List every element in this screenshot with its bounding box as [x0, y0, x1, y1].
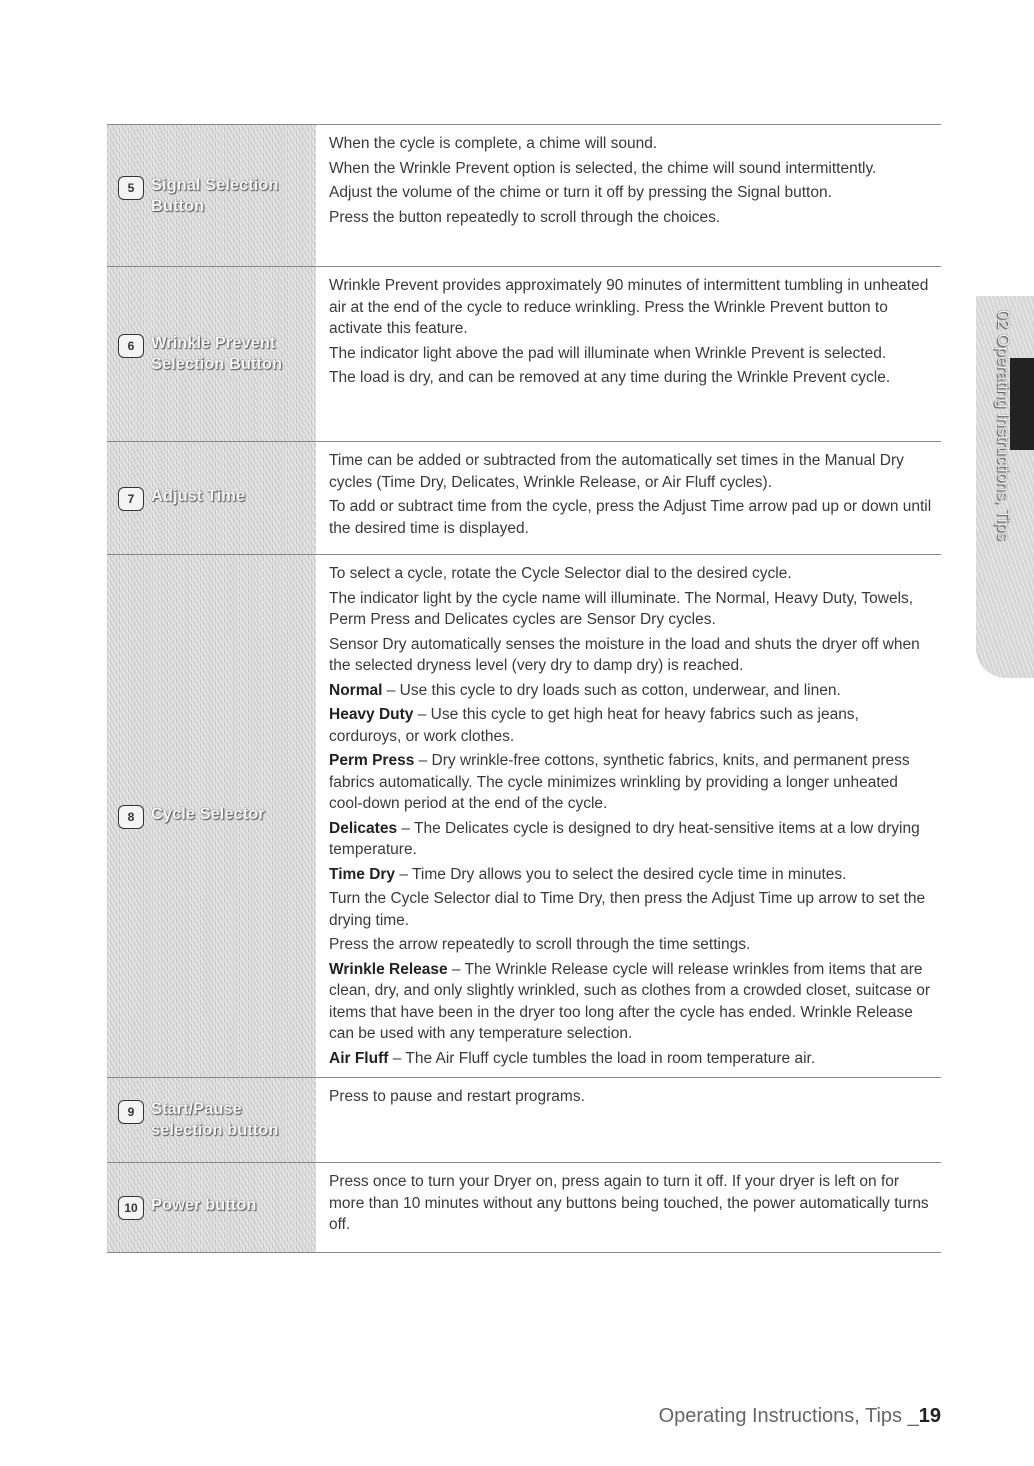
paragraph-text: To select a cycle, rotate the Cycle Selector dial to the desired cycle.: [329, 565, 792, 582]
paragraph-text: The indicator light by the cycle name will illuminate. The Normal, Heavy Duty, Towels, Perm Press and Delicates cycles are Sensor Dry cycles.: [329, 589, 914, 628]
feature-title: Start/Pause selection button: [151, 1100, 279, 1139]
paragraph-text: – The Wrinkle Release cycle will release wrinkles from items that are clean, dry, and only slightly wrinkled, such as clothes from a crowded closet, suitcase or items that have been in the dryer too long after the cycle has ended. Wrinkle Release can be used with any temperature selection.: [329, 960, 931, 1042]
cycle-name: Delicates: [329, 819, 398, 837]
paragraph-text: – The Air Fluff cycle tumbles the load in room temperature air.: [388, 1049, 816, 1067]
feature-description: [316, 267, 941, 441]
description-paragraph: [329, 704, 933, 747]
cycle-name: Normal: [329, 681, 383, 699]
feature-label-cell: [107, 1163, 316, 1252]
paragraph-text: Time can be added or subtracted from the automatically set times in the Manual Dry cycles (Time Dry, Delicates, Wrinkle Release, or Air Fluff cycles).: [329, 452, 904, 491]
description-paragraph: [329, 959, 933, 1045]
feature-label-cell: [107, 442, 316, 554]
feature-number-badge: 7: [118, 487, 144, 511]
feature-title: Wrinkle Prevent Selection Button: [151, 334, 283, 373]
feature-title: Signal Selection Button: [151, 175, 279, 215]
description-paragraph: [329, 275, 933, 340]
description-paragraph: [329, 1171, 933, 1236]
paragraph-text: – Use this cycle to dry loads such as cotton, underwear, and linen.: [382, 681, 841, 699]
description-paragraph: [329, 343, 933, 365]
cycle-name: Heavy Duty: [329, 706, 414, 723]
feature-label-cell: [107, 555, 316, 1077]
paragraph-text: – Time Dry allows you to select the desired cycle time in minutes.: [395, 865, 847, 883]
paragraph-text: Adjust the volume of the chime or turn it off by pressing the Signal button.: [329, 184, 832, 201]
feature-description: [316, 125, 941, 266]
table-row: [107, 1078, 941, 1163]
paragraph-text: Press the arrow repeatedly to scroll through the time settings.: [329, 936, 751, 953]
description-paragraph: [329, 133, 933, 155]
paragraph-text: To add or subtract time from the cycle, press the Adjust Time arrow pad up or down until the desired time is displayed.: [329, 498, 932, 537]
description-paragraph: [329, 158, 933, 180]
feature-description: [316, 1078, 941, 1162]
description-paragraph: [329, 182, 933, 204]
paragraph-text: When the Wrinkle Prevent option is selected, the chime will sound intermittently.: [329, 159, 877, 177]
paragraph-text: Press the button repeatedly to scroll through the choices.: [329, 208, 721, 226]
page-footer: [659, 1405, 941, 1428]
feature-description: [316, 555, 941, 1077]
table-row: [107, 125, 941, 267]
description-paragraph: [329, 1086, 933, 1108]
feature-label-cell: [107, 1078, 316, 1162]
description-paragraph: [329, 588, 933, 631]
cycle-name: Wrinkle Release: [329, 960, 448, 978]
description-paragraph: [329, 750, 933, 815]
feature-number-badge: 9: [118, 1100, 144, 1124]
cycle-name: Perm Press: [329, 752, 415, 769]
feature-number-badge: 5: [118, 176, 144, 200]
paragraph-text: Turn the Cycle Selector dial to Time Dry, then press the Adjust Time up arrow to set the drying time.: [329, 890, 926, 929]
description-paragraph: [329, 1048, 933, 1070]
paragraph-text: The indicator light above the pad will illuminate when Wrinkle Prevent is selected.: [329, 344, 887, 362]
feature-title: Power button: [151, 1196, 257, 1214]
description-paragraph: [329, 207, 933, 229]
paragraph-text: – The Delicates cycle is designed to dry heat-sensitive items at a low drying temperature.: [329, 819, 920, 858]
feature-title: Adjust Time: [151, 486, 246, 505]
paragraph-text: – Dry wrinkle-free cottons, synthetic fabrics, knits, and permanent press fabrics automatically. The cycle minimizes wrinkling by providing a longer unheated cool-down period at the end of the cycle.: [329, 752, 910, 812]
paragraph-text: The load is dry, and can be removed at any time during the Wrinkle Prevent cycle.: [329, 369, 891, 386]
footer-title: Operating Instructions, Tips _: [658, 1405, 919, 1427]
paragraph-text: Sensor Dry automatically senses the moisture in the load and shuts the dryer off when the selected dryness level (very dry to damp dry) is reached.: [329, 635, 920, 674]
description-paragraph: [329, 496, 933, 539]
description-paragraph: [329, 450, 933, 493]
controls-table: [107, 124, 941, 1253]
table-row: [107, 555, 941, 1078]
paragraph-text: When the cycle is complete, a chime will sound.: [329, 135, 658, 152]
description-paragraph: [329, 563, 933, 585]
feature-label-cell: [107, 125, 316, 266]
description-paragraph: [329, 818, 933, 861]
description-paragraph: [329, 888, 933, 931]
paragraph-text: Press once to turn your Dryer on, press again to turn it off. If your dryer is left on for more than 10 minutes without any buttons being touched, the power automatically turns off.: [329, 1173, 929, 1233]
description-paragraph: [329, 934, 933, 956]
table-row: [107, 267, 941, 442]
description-paragraph: [329, 864, 933, 886]
section-tab-label: 02 Operating Instructions, Tips: [994, 310, 1013, 541]
feature-number-badge: 10: [118, 1196, 144, 1220]
description-paragraph: [329, 634, 933, 677]
feature-label-cell: [107, 267, 316, 441]
cycle-name: Air Fluff: [329, 1049, 389, 1067]
feature-description: [316, 442, 941, 554]
section-tab-marker: [1010, 358, 1034, 450]
feature-description: [316, 1163, 941, 1252]
paragraph-text: – Use this cycle to get high heat for heavy fabrics such as jeans, corduroys, or work clothes.: [329, 706, 859, 745]
feature-number-badge: 6: [118, 334, 144, 358]
paragraph-text: Press to pause and restart programs.: [329, 1088, 585, 1105]
table-row: [107, 442, 941, 555]
page-number: 19: [918, 1405, 941, 1427]
description-paragraph: [329, 680, 933, 702]
feature-number-badge: 8: [118, 805, 144, 829]
table-row: [107, 1163, 941, 1253]
cycle-name: Time Dry: [329, 865, 396, 883]
paragraph-text: Wrinkle Prevent provides approximately 90 minutes of intermittent tumbling in unheated air at the end of the cycle to reduce wrinkling. Press the Wrinkle Prevent button to activate this feature.: [329, 277, 929, 337]
description-paragraph: [329, 367, 933, 389]
feature-title: Cycle Selector: [151, 804, 265, 823]
